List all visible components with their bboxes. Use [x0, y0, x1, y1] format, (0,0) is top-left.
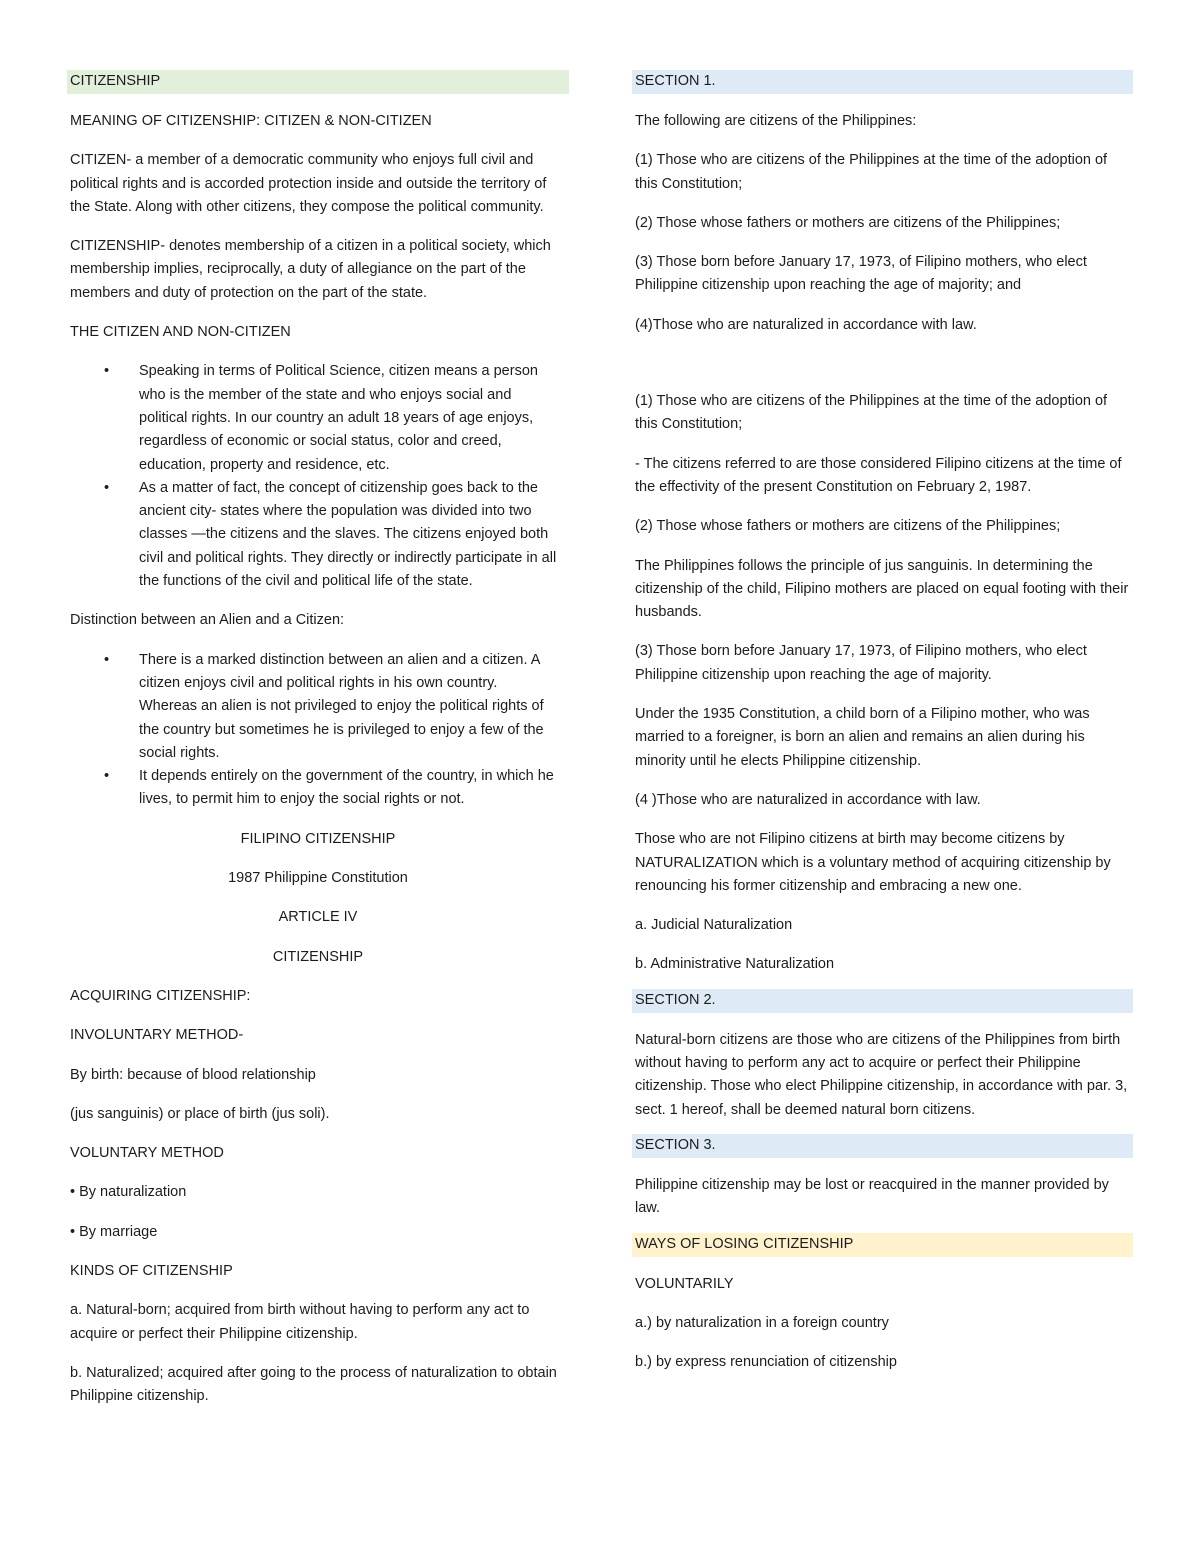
voluntarily-title: VOLUNTARILY: [635, 1275, 734, 1292]
left-column: [67, 70, 569, 1424]
kinds-title: KINDS OF CITIZENSHIP: [70, 1262, 233, 1279]
distinction-bullets: [67, 649, 569, 812]
explain-item-3: (3) Those born before January 17, 1973, of Filipino mothers, who elect Philippine citizenship upon reaching the age of majority.: [635, 643, 1087, 683]
section-2-text: Natural-born citizens are those who are citizens of the Philippines from birth without having to perform any act to acquire or perfect their Philippine citizenship. Those who elect Philippine citizenship, in accordance with par. 3, sect. 1 hereof, shall be deemed natural born citizens.: [635, 1031, 1128, 1118]
section-3-text: Philippine citizenship may be lost or reacquired in the manner provided by law.: [635, 1176, 1109, 1217]
kind-natural-born: a. Natural-born; acquired from birth without having to perform any act to acquire or perfect their Philippine citizenship.: [70, 1302, 530, 1342]
list-item: [67, 360, 569, 476]
section-1-item-3: (3) Those born before January 17, 1973, of Filipino mothers, who elect Philippine citizenship upon reaching the age of majority; and: [635, 254, 1087, 294]
naturalization-note: Those who are not Filipino citizens at birth may become citizens by NATURALIZATION which is a voluntary method of acquiring citizenship by renouncing his former citizenship and embracing a new one.: [635, 831, 1111, 894]
bullet-text: Speaking in terms of Political Science, citizen means a person who is the member of the state and who enjoys social and political rights. In our country an adult 18 years of age enjoys, regardless of economic or social status, color and creed, education, property and residence, etc.: [139, 363, 538, 473]
citizenship-subtitle: CITIZENSHIP: [272, 948, 364, 965]
bullet-text: It depends entirely on the government of the country, in which he lives, to permit him to enjoy the social rights or not.: [139, 768, 554, 808]
meaning-title: MEANING OF CITIZENSHIP: CITIZEN & NON-CITIZEN: [70, 113, 432, 129]
explain-item-4: (4 )Those who are naturalized in accordance with law.: [635, 791, 981, 808]
bullet-icon: •: [104, 651, 110, 668]
section-3-heading: SECTION 3.: [632, 1134, 1133, 1158]
by-birth: By birth: because of blood relationship: [70, 1066, 316, 1083]
right-column: [632, 70, 1133, 1390]
explain-item-1: (1) Those who are citizens of the Philippines at the time of the adoption of this Constitution;: [635, 393, 1108, 433]
explain-item-1-note: - The citizens referred to are those considered Filipino citizens at the time of the effectivity of the present Constitution on February 2, 1987.: [635, 455, 1122, 495]
citizen-noncitizen-title: THE CITIZEN AND NON-CITIZEN: [70, 324, 291, 341]
explain-item-3-note: Under the 1935 Constitution, a child born of a Filipino mother, who was married to a foreigner, is born an alien and remains an alien during his minority until he elects Philippine citizenship.: [635, 706, 1090, 769]
list-item: [67, 477, 569, 593]
jus-principles: (jus sanguinis) or place of birth (jus soli).: [70, 1105, 330, 1122]
kind-naturalized: b. Naturalized; acquired after going to the process of naturalization to obtain Philippine citizenship.: [70, 1364, 557, 1405]
bullet-text: There is a marked distinction between an alien and a citizen. A citizen enjoys civil and political rights in his own country. Whereas an alien is not privileged to enjoy the political rights of the country but sometimes he is privileged to enjoy a few of the social rights.: [139, 651, 544, 761]
distinction-title: Distinction between an Alien and a Citizen:: [70, 612, 345, 629]
lose-by-naturalization: a.) by naturalization in a foreign country: [635, 1314, 889, 1331]
voluntary-method: VOLUNTARY METHOD: [70, 1145, 224, 1162]
administrative-naturalization: b. Administrative Naturalization: [635, 956, 835, 973]
section-1-item-1: (1) Those who are citizens of the Philippines at the time of the adoption of this Constitution;: [635, 152, 1108, 192]
filipino-citizenship-title: FILIPINO CITIZENSHIP: [240, 830, 396, 847]
section-1-item-2: (2) Those whose fathers or mothers are citizens of the Philippines;: [635, 214, 1061, 231]
section-1-heading: SECTION 1.: [632, 70, 1133, 94]
explain-item-2: (2) Those whose fathers or mothers are citizens of the Philippines;: [635, 518, 1061, 535]
acquiring-title: ACQUIRING CITIZENSHIP:: [70, 987, 251, 1004]
section-2-heading: SECTION 2.: [632, 989, 1133, 1013]
judicial-naturalization: a. Judicial Naturalization: [635, 917, 793, 934]
ways-losing-heading: WAYS OF LOSING CITIZENSHIP: [632, 1233, 1133, 1257]
section-1-item-4: (4)Those who are naturalized in accordance with law.: [635, 316, 977, 333]
list-item: [67, 649, 569, 765]
citizenship-definition: CITIZENSHIP- denotes membership of a citizen in a political society, which membership implies, reciprocally, a duty of allegiance on the part of the members and duty of protection on the part of the state.: [70, 238, 551, 301]
bullet-icon: •: [104, 363, 110, 380]
lose-by-renunciation: b.) by express renunciation of citizenship: [635, 1354, 897, 1371]
following-intro: The following are citizens of the Philippines:: [635, 113, 917, 129]
bullet-text: As a matter of fact, the concept of citizenship goes back to the ancient city- states where the population was divided into two classes —the citizens and the slaves. The citizens enjoyed both civil and political rights. They directly or indirectly participate in all the functions of the civil and political life of the state.: [139, 479, 557, 590]
explain-item-2-note: The Philippines follows the principle of jus sanguinis. In determining the citizenship of the child, Filipino mothers are placed on equal footing with their husbands.: [635, 557, 1129, 621]
article-title: ARTICLE IV: [278, 909, 358, 926]
bullet-icon: •: [104, 479, 110, 496]
list-item: [67, 765, 569, 812]
constitution-title: 1987 Philippine Constitution: [228, 870, 408, 887]
citizenship-heading: CITIZENSHIP: [67, 70, 569, 94]
citizen-definition: CITIZEN- a member of a democratic community who enjoys full civil and political rights and is accorded protection inside and outside the territory of the State. Along with other citizens, they compose the political community.: [70, 152, 547, 215]
by-naturalization: • By naturalization: [70, 1184, 187, 1201]
involuntary-method: INVOLUNTARY METHOD-: [70, 1027, 244, 1044]
bullet-icon: •: [104, 768, 110, 785]
by-marriage: • By marriage: [70, 1223, 158, 1240]
political-science-bullets: [67, 360, 569, 593]
